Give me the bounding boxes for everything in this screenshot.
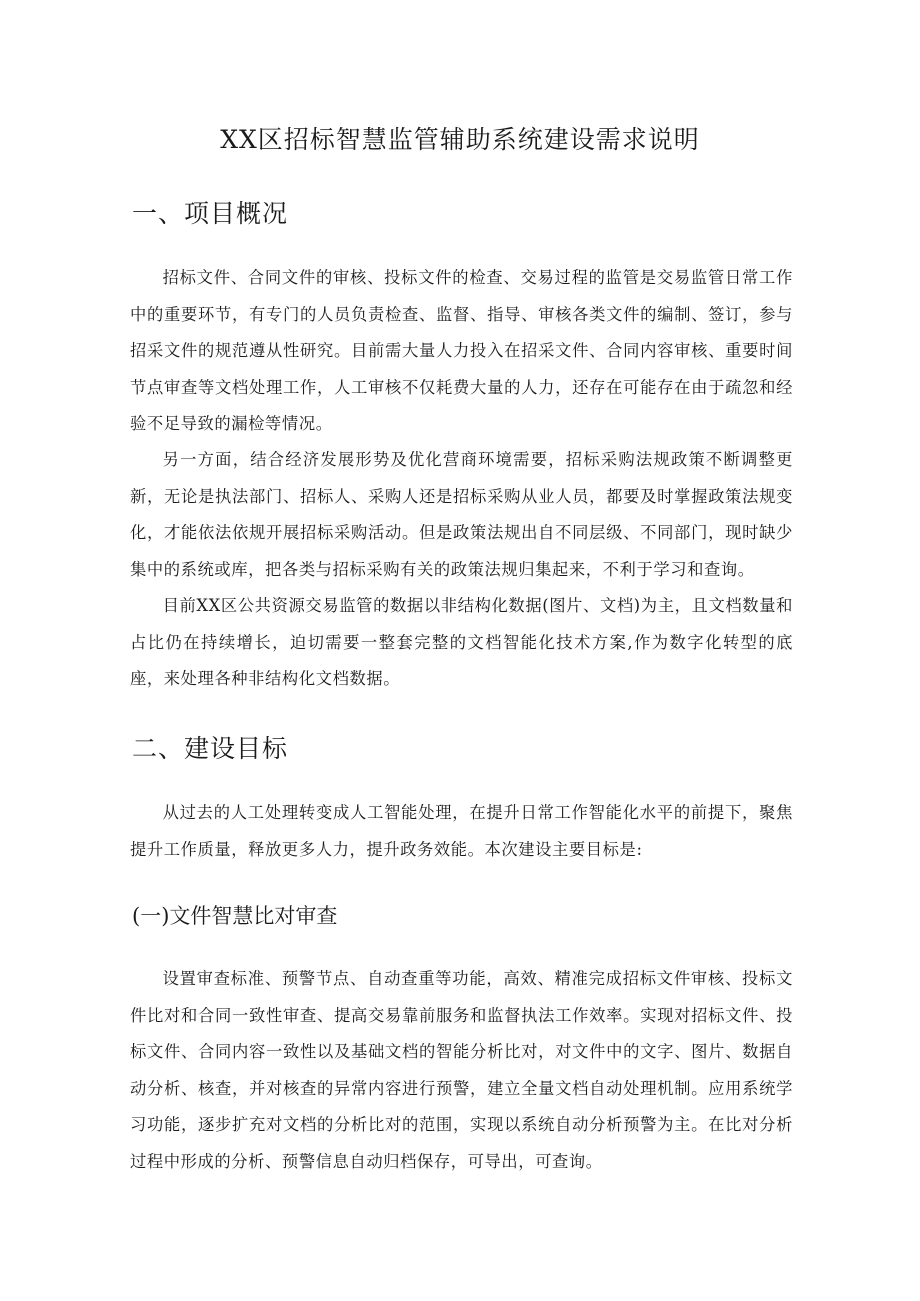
paragraph-goals-intro: 从过去的人工处理转变成人工智能处理，在提升日常工作智能化水平的前提下，聚焦提升工作质量，释放更多人力，提升政务效能。本次建设主要目标是: [130,803,793,859]
paragraph-overview-2: 另一方面，结合经济发展形势及优化营商环境需要，招标采购法规政策不断调整更新，无论是执法部门、招标人、采购人还是招标采购从业人员，都要及时掌握政策法规变化，才能依法依规开展招标采购活动。但是政策法规出自不同层级、不同部门，现时缺少集中的系统或库，把各类与招标采购有关的政策法规归集起来，不利于学习和查询。 [130,450,793,579]
document-title: XX区招标智慧监管辅助系统建设需求说明 [220,125,700,154]
subsection-heading-document-comparison: (一)文件智慧比对审查 [132,904,338,928]
paragraph-overview-3: 目前XX区公共资源交易监管的数据以非结构化数据(图片、文档)为主，且文档数量和占比仍在持续增长，迫切需要一整套完整的文档智能化技术方案,作为数字化转型的底座，来处理各种非结构化文档数据。 [130,596,793,688]
section-heading-project-overview: 一、项目概况 [132,199,289,228]
section-heading-construction-goals: 二、建设目标 [132,734,289,763]
paragraph-document-comparison: 设置审查标准、预警节点、自动查重等功能，高效、精准完成招标文件审核、投标文件比对和合同一致性审查、提高交易靠前服务和监督执法工作效率。实现对招标文件、投标文件、合同内容一致性以及基础文档的智能分析比对，对文件中的文字、图片、数据自动分析、核查，并对核查的异常内容进行预警，建立全量文档自动处理机制。应用系统学习功能，逐步扩充对文档的分析比对的范围，实现以系统自动分析预警为主。在比对分析过程中形成的分析、预警信息自动归档保存，可导出，可查询。 [130,969,793,1171]
paragraph-overview-1: 招标文件、合同文件的审核、投标文件的检查、交易过程的监管是交易监管日常工作中的重要环节，有专门的人员负责检查、监督、指导、审核各类文件的编制、签订，参与招采文件的规范遵从性研究。目前需大量人力投入在招采文件、合同内容审核、重要时间节点审查等文档处理工作，人工审核不仅耗费大量的人力，还存在可能存在由于疏忽和经验不足导致的漏检等情况。 [130,268,793,433]
